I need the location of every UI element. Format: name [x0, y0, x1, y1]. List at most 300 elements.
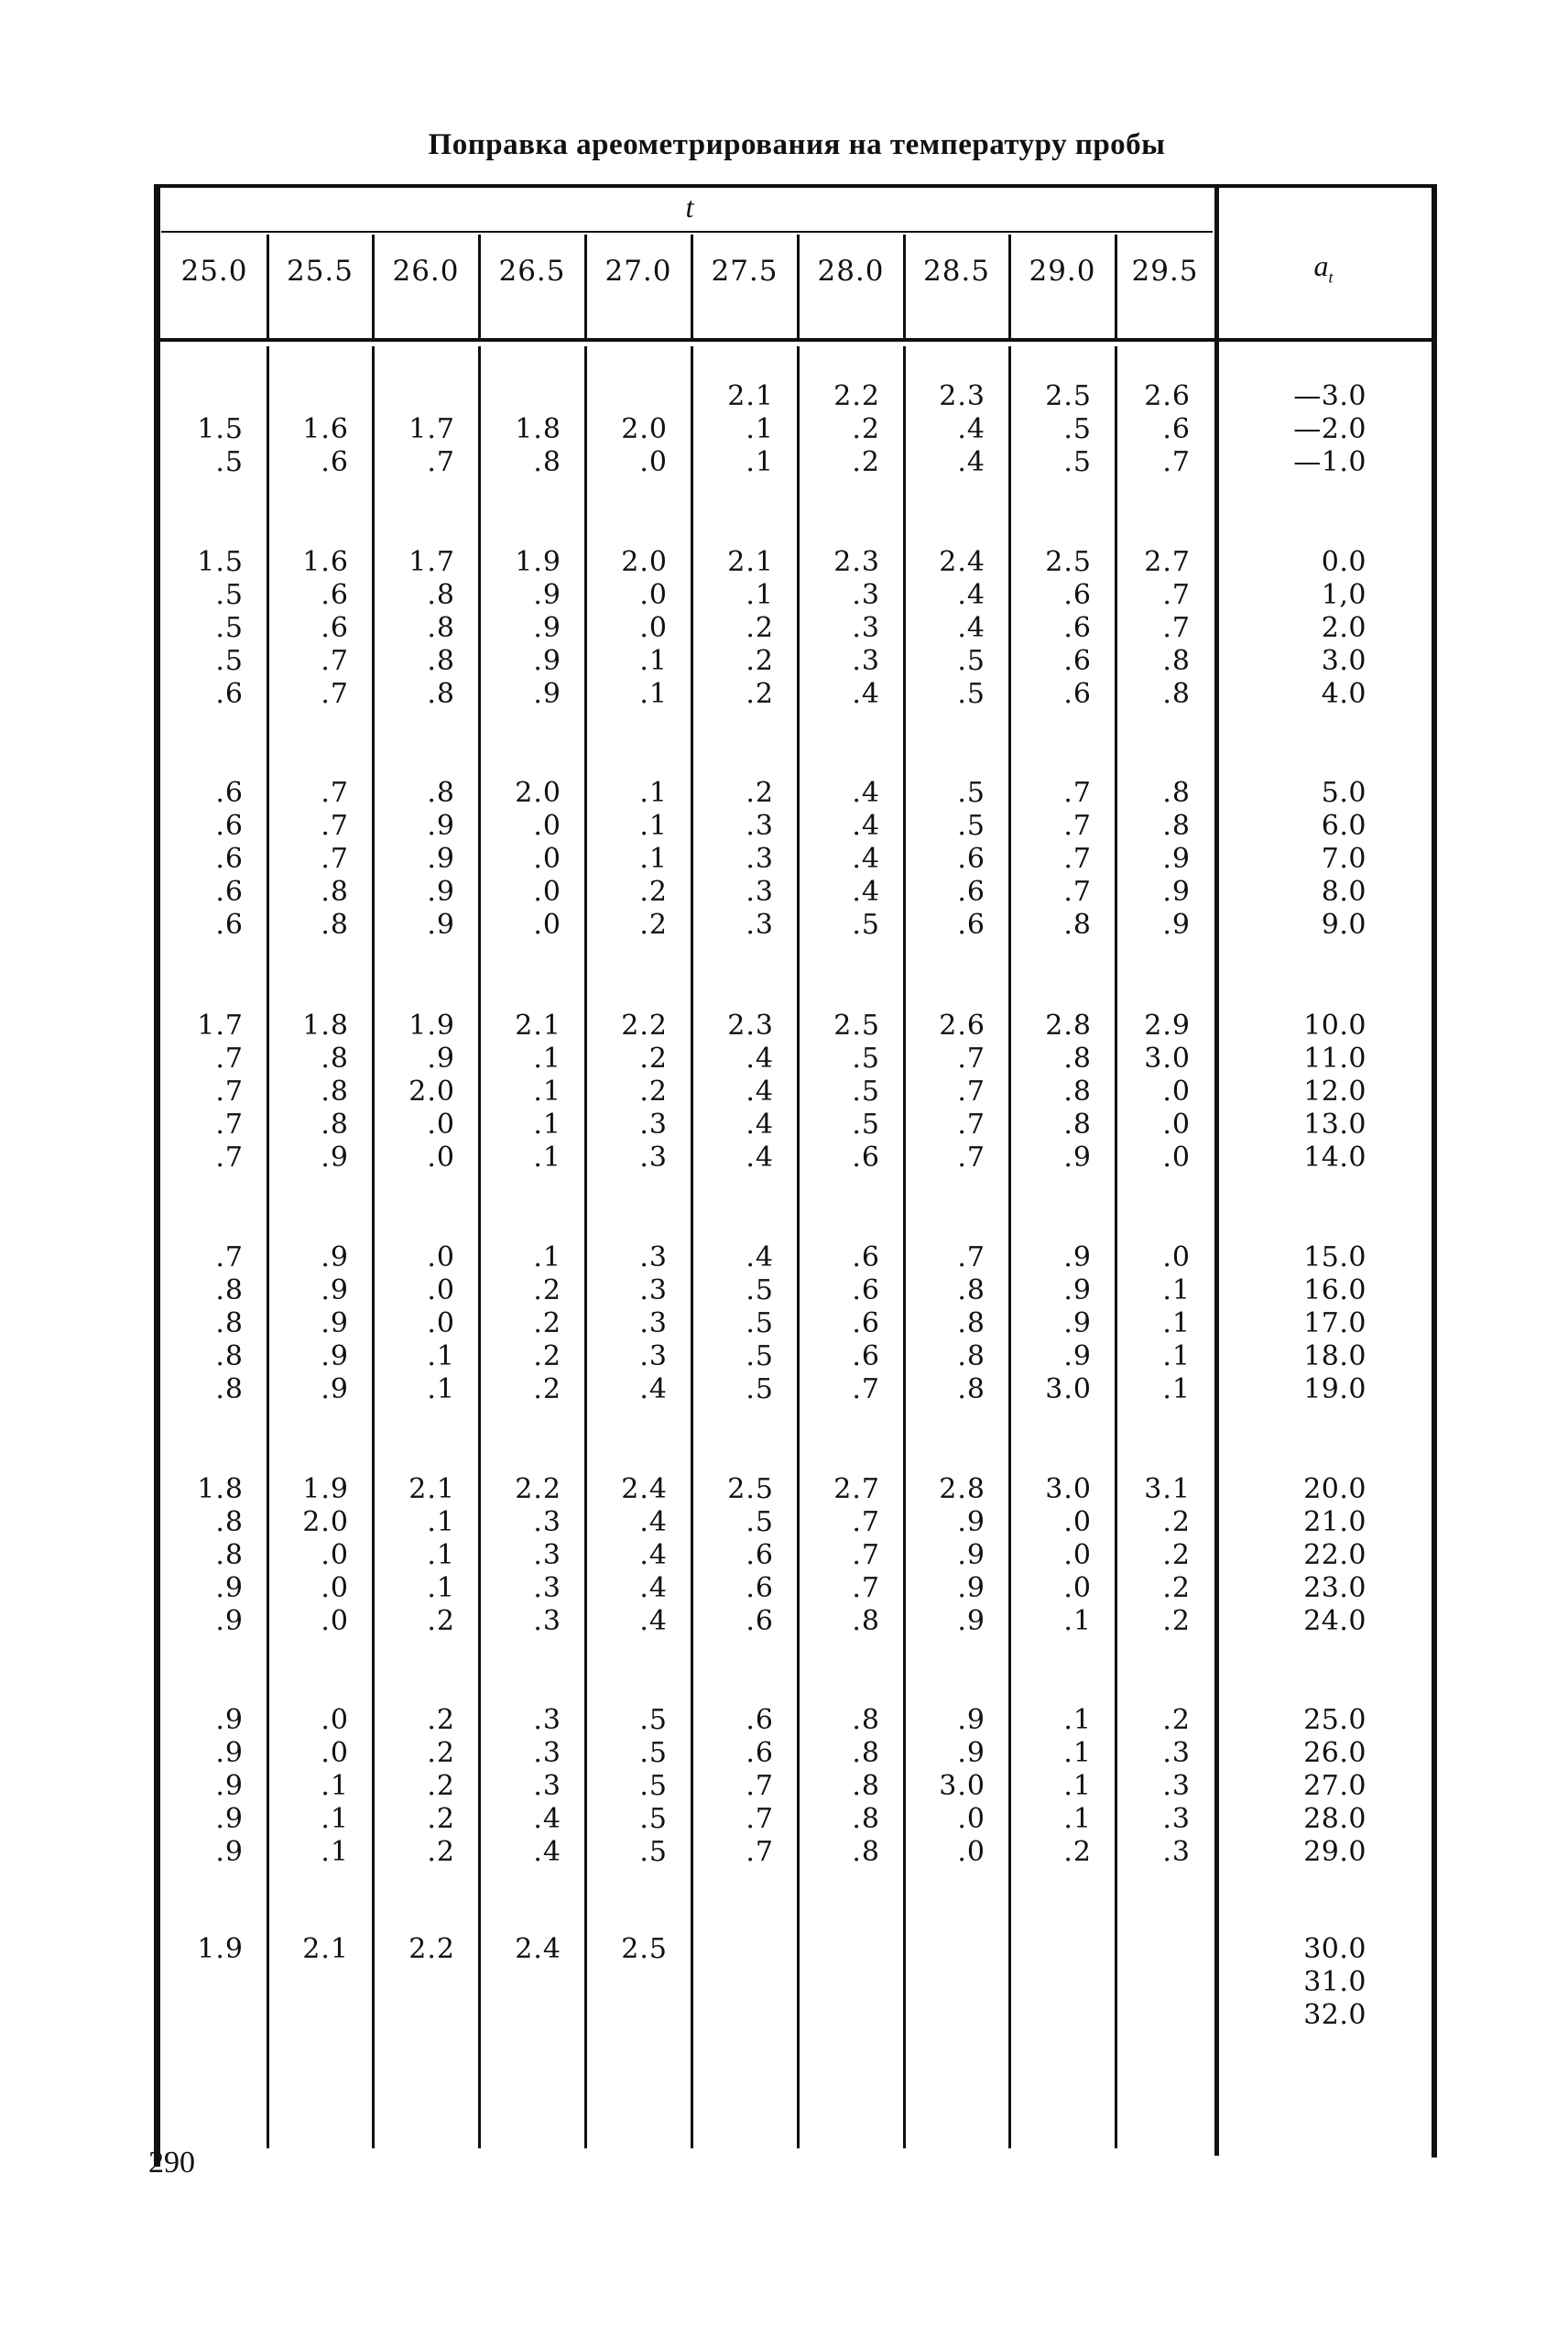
table-cell: .0 [533, 876, 561, 908]
table-cell: .5 [639, 1737, 668, 1769]
table-cell: .7 [852, 1373, 880, 1405]
table-cell: .1 [1063, 1605, 1092, 1637]
table-cell: .8 [852, 1704, 880, 1736]
table-cell: .8 [427, 579, 455, 611]
table-cell: .9 [1162, 909, 1191, 941]
table-cell: 1.9 [197, 1933, 244, 1965]
table-cell: 2.6 [1144, 380, 1191, 412]
table-right-border [1432, 186, 1437, 2158]
table-cell: .7 [427, 446, 455, 478]
table-cell: .1 [1162, 1274, 1191, 1306]
table-cell: .8 [1063, 1043, 1092, 1075]
table-cell: .7 [852, 1539, 880, 1571]
table-cell: 2.5 [1045, 380, 1092, 412]
table-cell: .6 [1063, 579, 1092, 611]
table-cell: .6 [746, 1737, 774, 1769]
at-value: 11.0 [1303, 1043, 1367, 1075]
table-cell: .2 [639, 1076, 668, 1108]
table-cell: .3 [746, 843, 774, 875]
table-cell: .7 [957, 1109, 985, 1141]
table-cell: .9 [957, 1506, 985, 1538]
table-cell: 3.0 [1045, 1373, 1092, 1405]
table-cell: .8 [957, 1274, 985, 1306]
table-cell: .7 [957, 1043, 985, 1075]
table-cell: .2 [533, 1373, 561, 1405]
table-cell: .0 [1162, 1142, 1191, 1174]
at-value: 6.0 [1321, 810, 1367, 842]
table-cell: 2.1 [727, 546, 774, 578]
table-cell: .7 [215, 1043, 244, 1075]
table-cell: .8 [215, 1539, 244, 1571]
table-cell: .7 [321, 645, 349, 677]
table-cell: .5 [746, 1373, 774, 1405]
at-value: 28.0 [1303, 1803, 1367, 1835]
at-value: 30.0 [1303, 1933, 1367, 1965]
at-value: 16.0 [1303, 1274, 1367, 1306]
table-cell: .0 [1162, 1076, 1191, 1108]
table-cell: .7 [1162, 612, 1191, 644]
table-cell: .2 [852, 413, 880, 445]
table-cell: .6 [321, 446, 349, 478]
at-value: 20.0 [1303, 1473, 1367, 1505]
column-header: 25.0 [180, 255, 248, 288]
table-cell: .8 [852, 1770, 880, 1802]
table-cell: .4 [533, 1803, 561, 1835]
table-cell: 1.9 [515, 546, 561, 578]
table-cell: .9 [957, 1737, 985, 1769]
table-cell: .8 [957, 1340, 985, 1372]
table-cell: .9 [321, 1340, 349, 1372]
at-value: 2.0 [1321, 612, 1367, 644]
page-title: Поправка ареометрирования на температуру пробы [428, 128, 1166, 161]
at-value: 5.0 [1321, 777, 1367, 809]
table-top-rule [154, 184, 1437, 188]
table-cell: .8 [1162, 777, 1191, 809]
table-cell: 2.4 [621, 1473, 668, 1505]
table-cell: .8 [1063, 1109, 1092, 1141]
table-cell: .5 [852, 1109, 880, 1141]
table-cell: .2 [746, 612, 774, 644]
at-header-subscript: t [1328, 268, 1334, 287]
table-cell: .4 [852, 810, 880, 842]
table-cell: .6 [852, 1142, 880, 1174]
table-cell: 2.2 [408, 1933, 455, 1965]
table-cell: 2.1 [408, 1473, 455, 1505]
table-cell: .9 [1063, 1274, 1092, 1306]
table-cell: .0 [639, 446, 668, 478]
table-cell: 1.9 [302, 1473, 349, 1505]
table-cell: .5 [639, 1803, 668, 1835]
table-cell: .2 [1162, 1704, 1191, 1736]
table-cell: .8 [215, 1506, 244, 1538]
table-cell: .0 [427, 1307, 455, 1339]
table-cell: 2.5 [1045, 546, 1092, 578]
table-cell: .9 [957, 1539, 985, 1571]
table-cell: .9 [1162, 876, 1191, 908]
table-cell: .9 [427, 909, 455, 941]
table-cell: .8 [215, 1340, 244, 1372]
table-cell: .9 [1063, 1340, 1092, 1372]
at-header-letter: a [1313, 249, 1329, 282]
table-cell: .9 [427, 876, 455, 908]
table-cell: .2 [427, 1737, 455, 1769]
table-cell: .4 [639, 1572, 668, 1604]
at-column-separator [1214, 186, 1219, 2156]
table-cell: .0 [1162, 1109, 1191, 1141]
table-cell: .8 [215, 1274, 244, 1306]
table-cell: .2 [746, 678, 774, 710]
table-cell: .2 [639, 1043, 668, 1075]
table-cell: .2 [639, 876, 668, 908]
table-cell: .5 [746, 1274, 774, 1306]
table-cell: .7 [746, 1836, 774, 1868]
table-cell: .8 [321, 1043, 349, 1075]
table-cell: .0 [533, 810, 561, 842]
table-cell: .0 [321, 1737, 349, 1769]
table-cell: .1 [639, 645, 668, 677]
at-value: 17.0 [1303, 1307, 1367, 1339]
table-cell: .0 [1162, 1241, 1191, 1273]
table-cell: .3 [639, 1274, 668, 1306]
table-cell: .7 [852, 1572, 880, 1604]
table-cell: .1 [639, 810, 668, 842]
table-cell: .9 [1162, 843, 1191, 875]
table-cell: .5 [639, 1770, 668, 1802]
table-cell: .1 [533, 1241, 561, 1273]
column-header: 29.5 [1131, 255, 1199, 288]
at-value: —1.0 [1293, 446, 1367, 478]
at-value: 31.0 [1303, 1966, 1367, 1998]
table-cell: .4 [746, 1109, 774, 1141]
table-cell: .5 [1063, 446, 1092, 478]
at-value: 0.0 [1321, 546, 1367, 578]
table-cell: .2 [746, 645, 774, 677]
at-value: 14.0 [1303, 1142, 1367, 1174]
temperature-group-rule [161, 231, 1213, 233]
table-left-border [154, 186, 160, 2167]
table-cell: .1 [321, 1836, 349, 1868]
table-cell: .4 [639, 1373, 668, 1405]
table-cell: .5 [852, 1043, 880, 1075]
table-cell: .9 [1063, 1307, 1092, 1339]
table-cell: .8 [957, 1373, 985, 1405]
table-cell: .1 [639, 843, 668, 875]
table-cell: .7 [957, 1241, 985, 1273]
table-cell: .9 [321, 1274, 349, 1306]
table-cell: .3 [746, 876, 774, 908]
table-cell: .3 [852, 579, 880, 611]
table-cell: .6 [957, 843, 985, 875]
table-cell: .8 [321, 1109, 349, 1141]
table-cell: 1.7 [408, 546, 455, 578]
column-header: 25.5 [286, 255, 354, 288]
table-cell: .8 [427, 645, 455, 677]
table-cell: .1 [427, 1340, 455, 1372]
table-cell: .2 [1063, 1836, 1092, 1868]
table-cell: .1 [427, 1572, 455, 1604]
table-cell: .8 [1063, 909, 1092, 941]
table-cell: .6 [321, 579, 349, 611]
table-cell: .9 [321, 1307, 349, 1339]
table-cell: 1.6 [302, 546, 349, 578]
table-cell: .8 [957, 1307, 985, 1339]
table-cell: .9 [215, 1704, 244, 1736]
table-cell: .7 [321, 777, 349, 809]
table-cell: .2 [533, 1340, 561, 1372]
table-cell: 2.4 [515, 1933, 561, 1965]
table-cell: .1 [321, 1803, 349, 1835]
table-cell: .1 [639, 678, 668, 710]
table-cell: .5 [746, 1506, 774, 1538]
at-value: 24.0 [1303, 1605, 1367, 1637]
table-cell: .2 [427, 1605, 455, 1637]
table-cell: .1 [746, 446, 774, 478]
table-cell: .5 [746, 1340, 774, 1372]
at-value: 23.0 [1303, 1572, 1367, 1604]
at-value: 26.0 [1303, 1737, 1367, 1769]
table-cell: .6 [215, 777, 244, 809]
table-cell: 2.5 [833, 1010, 880, 1042]
table-cell: 2.0 [408, 1076, 455, 1108]
table-cell: .4 [746, 1043, 774, 1075]
table-cell: .0 [957, 1803, 985, 1835]
table-cell: .1 [746, 413, 774, 445]
table-cell: .5 [852, 909, 880, 941]
table-cell: .8 [321, 1076, 349, 1108]
at-value: 7.0 [1321, 843, 1367, 875]
table-cell: .0 [427, 1109, 455, 1141]
table-cell: .5 [215, 579, 244, 611]
table-cell: 2.7 [833, 1473, 880, 1505]
table-cell: .1 [427, 1506, 455, 1538]
table-cell: 1.8 [515, 413, 561, 445]
table-cell: .9 [533, 645, 561, 677]
table-cell: .5 [1063, 413, 1092, 445]
table-cell: .0 [533, 909, 561, 941]
table-cell: .0 [321, 1605, 349, 1637]
table-cell: .1 [1162, 1307, 1191, 1339]
table-cell: .4 [746, 1142, 774, 1174]
table-cell: .6 [1063, 678, 1092, 710]
table-cell: .3 [746, 810, 774, 842]
table-cell: .8 [215, 1307, 244, 1339]
at-value: —2.0 [1293, 413, 1367, 445]
at-value: 3.0 [1321, 645, 1367, 677]
table-cell: 2.0 [302, 1506, 349, 1538]
at-value: —3.0 [1293, 380, 1367, 412]
table-cell: .3 [1162, 1803, 1191, 1835]
table-cell: .9 [1063, 1142, 1092, 1174]
table-cell: .9 [427, 843, 455, 875]
table-cell: .6 [215, 678, 244, 710]
table-cell: .6 [1162, 413, 1191, 445]
table-cell: .1 [1063, 1737, 1092, 1769]
table-cell: 3.0 [1144, 1043, 1191, 1075]
table-cell: .4 [639, 1506, 668, 1538]
table-cell: .1 [533, 1109, 561, 1141]
table-cell: .1 [533, 1142, 561, 1174]
table-cell: 2.1 [302, 1933, 349, 1965]
table-cell: .7 [1063, 777, 1092, 809]
table-cell: .9 [215, 1737, 244, 1769]
table-cell: .9 [427, 810, 455, 842]
table-cell: .5 [957, 810, 985, 842]
table-cell: .3 [639, 1241, 668, 1273]
table-cell: 2.8 [1045, 1010, 1092, 1042]
table-cell: .9 [533, 612, 561, 644]
table-cell: 1.7 [197, 1010, 244, 1042]
table-cell: 1.8 [197, 1473, 244, 1505]
table-cell: .8 [215, 1373, 244, 1405]
table-cell: .6 [746, 1704, 774, 1736]
table-cell: 2.5 [621, 1933, 668, 1965]
table-cell: 1.7 [408, 413, 455, 445]
table-cell: .9 [427, 1043, 455, 1075]
table-cell: .7 [215, 1076, 244, 1108]
table-cell: .0 [533, 843, 561, 875]
table-cell: .4 [852, 678, 880, 710]
table-cell: .3 [533, 1506, 561, 1538]
table-cell: .4 [746, 1241, 774, 1273]
table-cell: 2.0 [621, 546, 668, 578]
table-cell: .4 [852, 876, 880, 908]
table-cell: .7 [1162, 579, 1191, 611]
table-cell: .7 [746, 1770, 774, 1802]
table-cell: .7 [957, 1076, 985, 1108]
table-cell: .3 [533, 1770, 561, 1802]
table-cell: 2.4 [939, 546, 985, 578]
table-cell: .2 [533, 1307, 561, 1339]
table-cell: .3 [1162, 1770, 1191, 1802]
table-cell: .3 [533, 1704, 561, 1736]
table-cell: .7 [957, 1142, 985, 1174]
table-cell: 1.5 [197, 413, 244, 445]
table-cell: .8 [321, 876, 349, 908]
table-cell: .0 [321, 1572, 349, 1604]
table-cell: .7 [321, 843, 349, 875]
table-cell: .6 [1063, 612, 1092, 644]
table-cell: .0 [321, 1539, 349, 1571]
table-cell: .3 [639, 1340, 668, 1372]
table-cell: 3.0 [939, 1770, 985, 1802]
table-cell: .4 [746, 1076, 774, 1108]
column-header: 26.5 [498, 255, 566, 288]
table-cell: .6 [957, 909, 985, 941]
table-cell: .3 [533, 1737, 561, 1769]
table-cell: .0 [1063, 1539, 1092, 1571]
table-cell: .4 [957, 612, 985, 644]
table-cell: 3.1 [1144, 1473, 1191, 1505]
table-cell: .7 [852, 1506, 880, 1538]
table-cell: .0 [427, 1274, 455, 1306]
column-header: 26.0 [392, 255, 460, 288]
table-cell: .0 [427, 1142, 455, 1174]
column-header: 29.0 [1029, 255, 1096, 288]
table-cell: .1 [1162, 1340, 1191, 1372]
table-cell: .9 [957, 1605, 985, 1637]
table-cell: .9 [215, 1803, 244, 1835]
table-cell: .0 [321, 1704, 349, 1736]
at-value: 8.0 [1321, 876, 1367, 908]
table-cell: .4 [852, 843, 880, 875]
table-cell: .1 [1063, 1704, 1092, 1736]
at-value: 1,0 [1321, 579, 1367, 611]
table-cell: .8 [852, 1803, 880, 1835]
table-cell: .2 [639, 909, 668, 941]
at-column-header [1264, 249, 1383, 287]
table-cell: .1 [427, 1373, 455, 1405]
table-cell: .9 [321, 1241, 349, 1273]
table-cell: .2 [1162, 1572, 1191, 1604]
table-cell: .6 [746, 1572, 774, 1604]
table-cell: .4 [639, 1539, 668, 1571]
table-cell: .2 [746, 777, 774, 809]
table-cell: .5 [639, 1836, 668, 1868]
table-cell: .8 [533, 446, 561, 478]
at-value: 25.0 [1303, 1704, 1367, 1736]
table-cell: .1 [427, 1539, 455, 1571]
table-cell: .1 [1162, 1373, 1191, 1405]
table-cell: .3 [533, 1605, 561, 1637]
table-cell: .3 [533, 1572, 561, 1604]
at-value: 27.0 [1303, 1770, 1367, 1802]
table-cell: .8 [427, 678, 455, 710]
table-cell: .7 [1063, 810, 1092, 842]
table-cell: .4 [852, 777, 880, 809]
table-cell: .9 [1063, 1241, 1092, 1273]
table-cell: .9 [533, 579, 561, 611]
table-cell: .7 [746, 1803, 774, 1835]
table-cell: 2.7 [1144, 546, 1191, 578]
table-cell: .6 [215, 810, 244, 842]
table-cell: 1.6 [302, 413, 349, 445]
table-cell: .3 [639, 1109, 668, 1141]
table-cell: .5 [957, 645, 985, 677]
table-cell: .8 [1162, 810, 1191, 842]
table-cell: .2 [1162, 1506, 1191, 1538]
table-cell: .3 [639, 1142, 668, 1174]
table-cell: .2 [427, 1770, 455, 1802]
at-value: 9.0 [1321, 909, 1367, 941]
table-cell: 2.1 [727, 380, 774, 412]
table-cell: 1.8 [302, 1010, 349, 1042]
table-cell: .8 [1063, 1076, 1092, 1108]
table-cell: .2 [1162, 1539, 1191, 1571]
table-cell: .5 [215, 645, 244, 677]
table-cell: .3 [1162, 1737, 1191, 1769]
table-cell: .5 [852, 1076, 880, 1108]
table-cell: .4 [957, 446, 985, 478]
table-cell: .7 [215, 1142, 244, 1174]
at-value: 13.0 [1303, 1109, 1367, 1141]
table-cell: .3 [533, 1539, 561, 1571]
table-cell: 2.1 [515, 1010, 561, 1042]
at-value: 4.0 [1321, 678, 1367, 710]
at-value: 21.0 [1303, 1506, 1367, 1538]
table-cell: 2.3 [727, 1010, 774, 1042]
at-value: 32.0 [1303, 1999, 1367, 2031]
header-bottom-rule [154, 338, 1437, 342]
column-header: 27.5 [711, 255, 779, 288]
table-cell: 2.3 [939, 380, 985, 412]
table-cell: .7 [1063, 876, 1092, 908]
table-cell: .6 [215, 876, 244, 908]
table-cell: .0 [957, 1836, 985, 1868]
table-cell: .8 [427, 777, 455, 809]
table-cell: .6 [215, 909, 244, 941]
column-header: 28.5 [922, 255, 991, 288]
table-cell: .2 [427, 1803, 455, 1835]
